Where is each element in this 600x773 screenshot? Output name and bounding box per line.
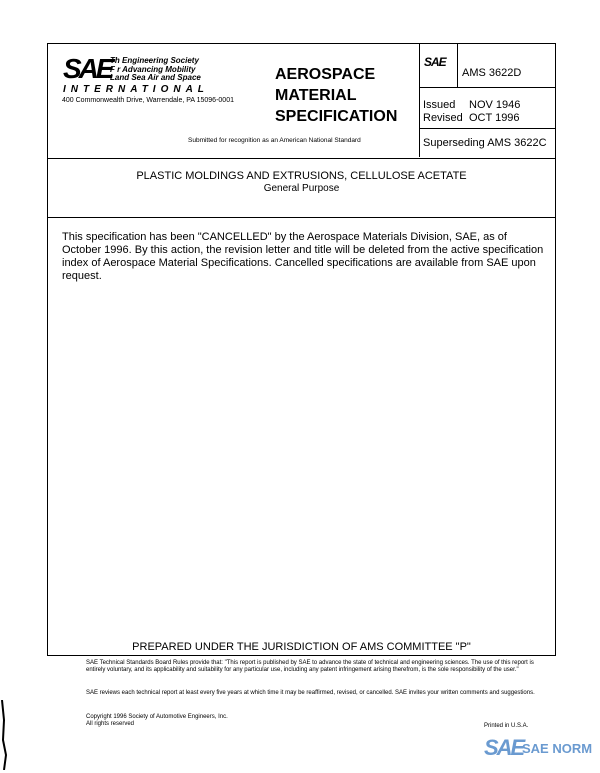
footer-rules: SAE Technical Standards Board Rules provide that: "This report is published by SAE to advance the state of technical and engineering sciences. The use of this report is entirely voluntary, and its applicability and suitability for any particular use, including any patent infringement arising therefrom, is the sole responsibility of the user." (86, 660, 534, 674)
sae-norm-watermark (484, 737, 594, 767)
issue-dates (423, 99, 520, 125)
scan-edge-mark (0, 700, 8, 770)
body-text: This specification has been "CANCELLED" by the Aerospace Materials Division, SAE, as of October 1996. By this action, the revision letter and title will be deleted from the active specification index of Aerospace Material Specifications. Cancelled specifications are available from SAE upon request. (62, 231, 544, 282)
revised-label: Revised (423, 112, 463, 124)
address: 400 Commonwealth Drive, Warrendale, PA 15096-0001 (62, 97, 234, 104)
footer-review: SAE reviews each technical report at least every five years at which time it may be reaffirmed, revised, or cancelled. SAE invites your written comments and suggestions. (86, 690, 535, 696)
printed-in: Printed in U.S.A. (484, 723, 529, 729)
watermark-text: SAE NORM (522, 741, 593, 756)
document-type-title: AEROSPACE MATERIAL SPECIFICATION (275, 66, 398, 125)
doc-number: AMS 3622D (462, 67, 522, 79)
document-frame (47, 43, 556, 656)
document-header (48, 44, 555, 159)
superseding: Superseding AMS 3622C (423, 137, 547, 149)
issued-label: Issued (423, 99, 456, 111)
issued-date: NOV 1946 (469, 99, 521, 111)
spec-title (48, 158, 555, 218)
document-id-box (419, 44, 556, 157)
spec-title-sub: General Purpose (263, 183, 340, 194)
copyright: Copyright 1996 Society of Automotive Engineers, Inc. All rights reserved (86, 714, 228, 728)
sae-logo-mark: SAE (63, 53, 112, 84)
sae-small-mark: SAE (424, 55, 446, 69)
prepared-by: PREPARED UNDER THE JURISDICTION OF AMS COMMITTEE "P" (132, 641, 471, 653)
sae-logo-international: INTERNATIONAL (63, 84, 209, 95)
spec-title-main: PLASTIC MOLDINGS AND EXTRUSIONS, CELLULOSE ACETATE (136, 170, 467, 182)
submitted-note: Submitted for recognition as an American National Standard (188, 137, 361, 144)
revised-date: OCT 1996 (469, 112, 520, 124)
watermark-logo: SAE (484, 735, 524, 760)
sae-logo-tagline: Th Engineering Society F r Advancing Mobility Land Sea Air and Space (110, 56, 201, 82)
